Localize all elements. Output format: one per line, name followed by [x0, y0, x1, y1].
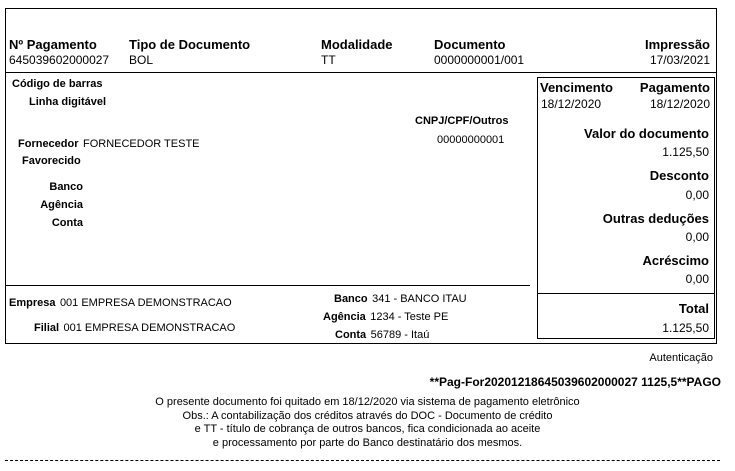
filial-label: Filial	[34, 322, 60, 334]
note-line-1: O presente documento foi quitado em 18/12/2020 via sistema de pagamento eletrônico	[155, 396, 580, 408]
agencia-footer-value: 1234 - Teste PE	[370, 311, 449, 323]
total-label: Total	[678, 301, 709, 316]
banco-label: Banco	[49, 181, 83, 193]
acrescimo-label: Acréscimo	[642, 253, 709, 268]
fornecedor-label: Fornecedor	[18, 138, 79, 150]
autenticacao-code: **Pag-For20201218645039602000027 1125,5**PAGO	[429, 375, 721, 389]
banco-footer-row	[334, 289, 467, 307]
conta-label: Conta	[51, 217, 83, 229]
filial-value: 001 EMPRESA DEMONSTRACAO	[63, 322, 236, 334]
tipo-documento-label: Tipo de Documento	[129, 37, 251, 52]
empresa-value: 001 EMPRESA DEMONSTRACAO	[59, 297, 232, 309]
codigo-barras-label: Código de barras	[12, 78, 103, 90]
modalidade-label: Modalidade	[321, 37, 393, 52]
conta-footer-row	[335, 325, 429, 343]
vencimento-label: Vencimento	[540, 80, 613, 95]
impressao-label: Impressão	[644, 37, 710, 52]
impressao-value: 17/03/2021	[649, 53, 710, 67]
favorecido-label: Favorecido	[22, 155, 81, 167]
empresa-row	[9, 293, 232, 311]
agencia-footer-label: Agência	[323, 311, 366, 323]
note-line-3: e TT - título de cobrança de outros bancos, fica condicionada ao aceite	[194, 423, 541, 435]
acrescimo-value: 0,00	[685, 272, 709, 286]
note-line-4: e processamento por parte do Banco destinatário dos mesmos.	[212, 436, 523, 449]
desconto-value: 0,00	[685, 188, 709, 202]
filial-row	[34, 318, 235, 336]
numero-pagamento-label: Nº Pagamento	[9, 37, 97, 52]
pagamento-label: Pagamento	[639, 80, 710, 95]
modalidade-value: TT	[321, 53, 336, 67]
valor-documento-label: Valor do documento	[584, 126, 709, 141]
cnpj-label: CNPJ/CPF/Outros	[415, 115, 509, 127]
total-value: 1.125,50	[662, 321, 709, 335]
tipo-documento-value: BOL	[129, 53, 154, 67]
desconto-label: Desconto	[649, 168, 709, 183]
valor-documento-value: 1.125,50	[662, 145, 709, 159]
numero-pagamento-value: 645039602000027	[9, 53, 110, 67]
banco-footer-label: Banco	[334, 293, 368, 305]
fornecedor-value: FORNECEDOR TESTE	[82, 138, 200, 150]
header-divider	[5, 72, 717, 73]
documento-value: 0000000001/001	[434, 53, 525, 67]
agencia-label: Agência	[40, 199, 83, 211]
payment-note	[0, 396, 735, 450]
cnpj-value: 00000000001	[437, 134, 505, 146]
agencia-footer-row	[323, 307, 448, 325]
autenticacao-label: Autenticação	[649, 352, 713, 364]
conta-footer-label: Conta	[335, 329, 367, 341]
conta-footer-value: 56789 - Itaú	[370, 329, 430, 341]
pagamento-value: 18/12/2020	[649, 97, 710, 111]
note-line-2: Obs.: A contabilização dos créditos através do DOC - Documento de crédito	[182, 409, 553, 422]
outras-deducoes-label: Outras deduções	[602, 211, 709, 226]
total-divider	[537, 293, 715, 294]
documento-label: Documento	[434, 37, 506, 52]
vencimento-value: 18/12/2020	[541, 97, 602, 111]
fornecedor-row	[18, 134, 200, 152]
values-box	[537, 77, 715, 339]
linha-digitavel-label: Linha digitável	[29, 96, 107, 108]
cut-line	[5, 460, 720, 461]
outras-deducoes-value: 0,00	[685, 230, 709, 244]
empresa-label: Empresa	[9, 297, 56, 309]
banco-footer-value: 341 - BANCO ITAU	[372, 293, 467, 305]
left-footer-divider	[5, 285, 530, 286]
